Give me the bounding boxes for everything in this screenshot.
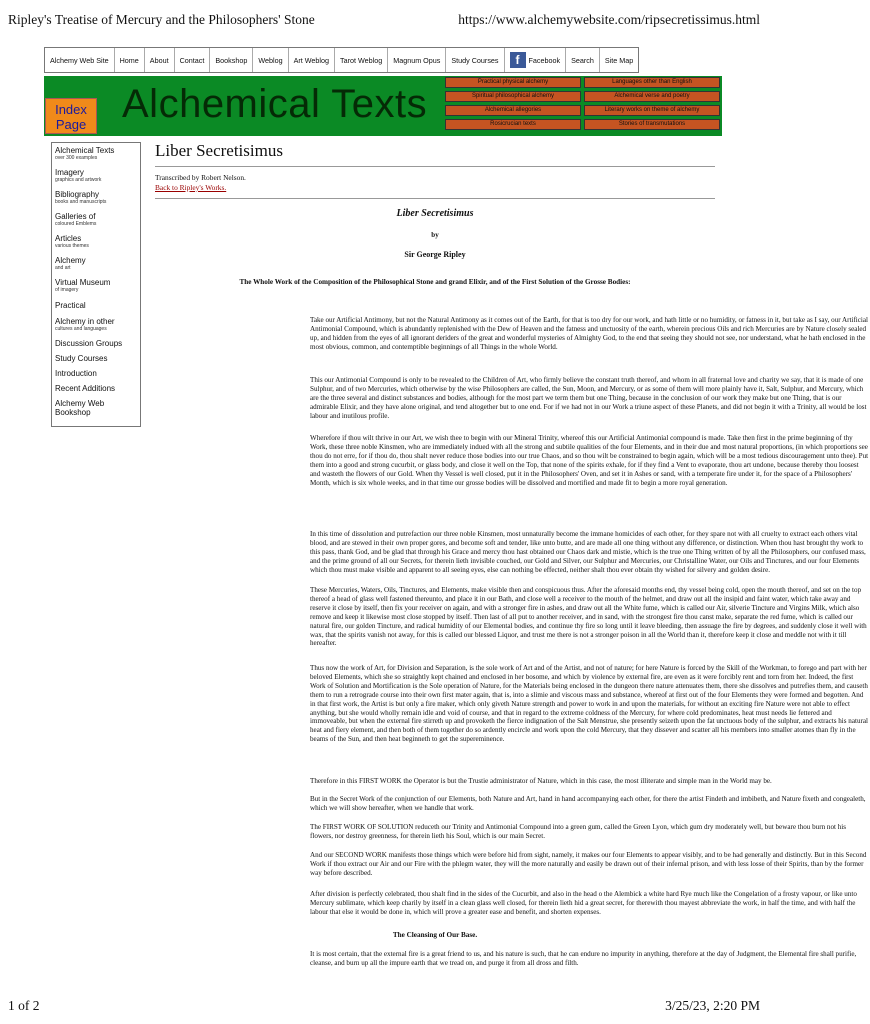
sidebar-item-imagery[interactable] bbox=[55, 168, 101, 183]
sidebar-item-sub: graphics and artwork bbox=[55, 177, 102, 183]
by-label: by bbox=[431, 231, 439, 239]
sidebar-item-sub: various themes bbox=[55, 243, 89, 249]
nav-site-map[interactable]: Site Map bbox=[604, 55, 634, 65]
sidebar-item-galleries[interactable] bbox=[55, 212, 96, 227]
sidebar-item-label: Discussion Groups bbox=[55, 339, 123, 348]
nav-about[interactable]: About bbox=[145, 48, 175, 72]
sidebar-item-sub: books and manuscripts bbox=[55, 199, 107, 205]
sidebar-item-bookshop[interactable] bbox=[55, 399, 115, 417]
sidebar-item-label: Alchemy Web Bookshop bbox=[55, 399, 105, 417]
sidebar-item-label: Galleries of bbox=[55, 212, 96, 221]
paragraph: And our SECOND WORK manifests those things which were before hid from sight, namely, it makes our four Elements to appear visibly, and to be had generally and distinctly. But in this Second Work if thou extract our Air and our Fire with the phlegm water, they will the more naturally and easily be drawn out of their infernal prison, and with less losse of their Spirits, than by the former way before described. bbox=[310, 851, 867, 877]
divider bbox=[155, 198, 715, 199]
banner-btn-verse[interactable]: Alchemical verse and poetry bbox=[584, 91, 720, 102]
top-nav bbox=[44, 47, 639, 73]
nav-study-courses[interactable]: Study Courses bbox=[446, 48, 504, 72]
nav-alchemy-web-site[interactable]: Alchemy Web Site bbox=[45, 48, 115, 72]
sidebar-item-alchemical-texts[interactable] bbox=[55, 146, 114, 161]
sidebar-item-introduction[interactable] bbox=[55, 369, 97, 378]
sidebar-item-sub: of imagery bbox=[55, 287, 79, 293]
banner-btn-languages[interactable]: Languages other than English bbox=[584, 77, 720, 88]
paragraph: In this time of dissolution and putrefaction our three noble Kinsmen, most unnaturally become the immane homicides of each other, for they spare not with all cruelty to extract each others vital blood, and are stewed in their own proper gores, and become soft and tender, like unto butte, and are made all one thing without any difference, or distinction. When thou hast brought thy work to this pass, thank God, and be glad that through his Grace and mercy thou hast obtained our Chaos dark and mistie, which is the true one Thing written of by all the Philosophers, our confused mass, and the prime ground of all our Secrets, for therein lieth invisible couched, our Gold and Silver, our Sulphur and Mercuries, our Christalline Water, our Oils and Tinctures, and our four Elements which thou must make visible and apparent to all seeing eyes, else can nothing be effected, neither shalt thou ever obtain thy wished for silvery and golden desire. bbox=[310, 530, 866, 574]
sidebar-item-study-courses[interactable] bbox=[55, 354, 107, 363]
sidebar-item-alchemy-other-cultures[interactable] bbox=[55, 317, 115, 332]
transcriber-credit: Transcribed by Robert Nelson. bbox=[155, 173, 246, 182]
sidebar-item-discussion-groups[interactable] bbox=[55, 339, 122, 348]
paragraph: The FIRST WORK OF SOLUTION reduceth our Trinity and Antimonial Compound into a green gum, called the Green Lyon, which gum dry moderately well, but beware thou burn not his flowers, nor destroy greenness, for therein lieth his Soul, which is our main Secret. bbox=[310, 823, 847, 840]
paragraph: Thus now the work of Art, for Division and Separation, is the sole work of Art and of the Artist, and not of nature; for here Nature is forced by the Skill of the Workman, to forego and part with her beloved Elements, which she so straightly kept chained and enclosed in her bosome, and which by violence by external fire, are even as it were forcibly rent and torn from her. Indeed, the first Work of Solution and Mortification is the Sole operation of Nature, for the Materials being enclosed in the dungeon there nature attenuates them, there she dissolves and putrefies them, and causeth them to run a retrograde course into their own first mater again, that is, into a slimie and viscous mass and substance, whereof at first out of the four Elements they were formed and begotten. And in that first work, the Artist is but only a fire maker, which only giveth Nature strength and power to work in and upon the materials, for without an exciting fire Nature were not able to effect anything, but she would wholly remain idle and void of course, and that in regard to the extreme coldness of the Mercury, for where cold predominates, heat must needs lie fettered and immoveable, but when the external fire stirreth up and provoketh the fierce indignation of the Salt Menstrue, she presently seizeth upon the fat unctuous body of the sulphur, and extracts his natural heat and fiery element, and then both of them together do so ardently encircle and work upon the cold Mercury, that they dissever and scatter all his members into smaller atomes than fly in the beams of the Sun, and then heat beginneth to get the supereminence. bbox=[310, 664, 868, 744]
nav-weblog[interactable]: Weblog bbox=[253, 48, 288, 72]
sidebar-item-sub: coloured Emblems bbox=[55, 221, 97, 227]
print-header-url: https://www.alchemywebsite.com/ripsecretissimus.html bbox=[458, 12, 760, 27]
sidebar-item-sub: and art bbox=[55, 265, 71, 271]
banner-btn-stories[interactable]: Stories of transmutations bbox=[584, 119, 720, 130]
nav-art-weblog[interactable]: Art Weblog bbox=[289, 48, 335, 72]
paragraph: This our Antimonial Compound is only to be revealed to the Children of Art, who firmly believe the constant truth thereof, and whom in all fraternal love and charity we say, that it is made of one Sulphur, and of two Mercuries, which otherwise by the wise Philosophers are called, the Sun, Moon, and Mercury, or as some of them will more plainly have it, Salt, Sulphur, and Mercury, which are the three several and distinct substances and bodies, although for the most part we term them but one Thing, because in the conclusion of our work they make but one Thing, that is our admirable Elixir, and they have alone original, and tend altogether but to one end. For if we had not in our Work a triune aspect of these Planets, and did not begin it with a Trinity, all would be lost labour and inutilous profile. bbox=[310, 376, 867, 420]
sidebar-item-bibliography[interactable] bbox=[55, 190, 106, 205]
index-page-button[interactable]: Index Page bbox=[45, 98, 97, 134]
sidebar-item-label: Alchemical Texts bbox=[55, 146, 115, 155]
sidebar-item-label: Introduction bbox=[55, 369, 97, 378]
paragraph: But in the Secret Work of the conjunction of our Elements, both Nature and Art, hand in hand accompanying each other, for there the artist Findeth and imbibeth, and Nature fixeth and congealeth, which we will show hereafter, when we handle that work. bbox=[310, 795, 866, 812]
work-subtitle: The Whole Work of the Composition of the Philosophical Stone and grand Elixir, and of the First Solution of the Grosse Bodies: bbox=[239, 278, 631, 286]
sidebar-item-articles[interactable] bbox=[55, 234, 89, 249]
sidebar-item-label: Practical bbox=[55, 301, 86, 310]
section-heading: The Cleansing of Our Base. bbox=[392, 931, 478, 939]
back-to-ripley-link[interactable]: Back to Ripley's Works. bbox=[155, 183, 227, 192]
print-footer-page: 1 of 2 bbox=[8, 998, 40, 1013]
sidebar-item-label: Study Courses bbox=[55, 354, 108, 363]
sidebar-item-label: Virtual Museum bbox=[55, 278, 111, 287]
banner-title: Alchemical Texts bbox=[122, 82, 428, 126]
sidebar-item-alchemy-art[interactable] bbox=[55, 256, 86, 271]
work-title: Liber Secretisimus bbox=[396, 208, 474, 219]
facebook-icon: f bbox=[510, 52, 526, 68]
paragraph: After division is perfectly celebrated, thou shalt find in the sides of the Cucurbit, and also in the head o the Alembick a white hard Rye much like the Congelation of a frosty vapour, or like unto Mercury sublimate, which keep charily by itself in a clean glass well closed, for therein lieth hid a great secret, for therewith thou mayest abbreviate the work, in half the time, and with half the labour that else it would be done in, which will prove a greater ease and benefit, and shorten expenses. bbox=[310, 890, 857, 916]
banner bbox=[44, 76, 722, 136]
banner-btn-allegories[interactable]: Alchemical allegories bbox=[445, 105, 581, 116]
nav-home[interactable]: Home bbox=[115, 48, 145, 72]
sidebar bbox=[51, 142, 141, 427]
sidebar-item-label: Alchemy bbox=[55, 256, 86, 265]
print-footer-datetime: 3/25/23, 2:20 PM bbox=[665, 998, 760, 1013]
sidebar-item-sub: over 300 examples bbox=[55, 155, 98, 161]
page-title: Liber Secretisimus bbox=[155, 141, 283, 160]
paragraph: Take our Artificial Antimony, but not the Natural Antimony as it comes out of the Earth, for that is too dry for our work, and hath little or no humidity, or fatness in it, but take as I say, our Artificial Antimonial Compound, which is abundantly replenished with the Dew of Heaven and the fatness and unctuosity of the earth, wherein precious Oils and rich Mercuries are by Nature closely sealed up, and hidden from the eyes of all ignorant deriders of the great and wonderful mysteries of Almighty God, to the end that seeing they should not see, nor understand, what he hath enclosed in the most obvious, common, and contemptible beginnings of all Things in the whole World. bbox=[310, 316, 869, 351]
paragraph: These Mercuries, Waters, Oils, Tinctures, and Elements, make visible then and conspicuous thus. After the aforesaid months end, thy vessel being cold, open the mouth thereof, and set on the top thereof a head of glass well fastened thereunto, and place it in our Bath, and close well a receiver to the mouth of the helmet, and draw out all the insipid and faint water, which take away and reserve it close by itself, then fix your receiver on again, and with a stronger fire in ashes, and draw out all the White fume, which is called our Air, silverie Tincture and Virgins Milk, which also remove and keep it likewise most close stopped by itself. Then last of all put to another receiver, and in sand, with the strongest fire thou canst make, separate the red fume, which is called our natural fire, our golden Tincture, and radical humidity of our Elemental bodies, and continue thy fire so long until it leave bleeding, then assuage the fire by degrees, and suddenly close it well with wax, that the spirits vanish not away, for this is called our blessed Liquor, and trust me there is not a stronger poison in all the World than it, therefore keep it close and meddle not with it till hereafter. bbox=[310, 586, 867, 648]
sidebar-item-practical[interactable] bbox=[55, 301, 86, 310]
sidebar-item-sub: cultures and languages bbox=[55, 326, 107, 332]
sidebar-item-label: Recent Additions bbox=[55, 384, 116, 393]
print-header-title: Ripley's Treatise of Mercury and the Philosophers' Stone bbox=[8, 12, 315, 27]
banner-btn-spiritual[interactable]: Spiritual philosophical alchemy bbox=[445, 91, 581, 102]
sidebar-item-recent-additions[interactable] bbox=[55, 384, 115, 393]
nav-search[interactable]: Search bbox=[566, 48, 600, 72]
banner-btn-literary[interactable]: Literary works on theme of alchemy bbox=[584, 105, 720, 116]
paragraph: Wherefore if thou wilt thrive in our Art, we wish thee to begin with our Mineral Trinity, whereof this our Artificial Antimonial compound is made. Take then first in the prime beginning of thy Work, these three noble Kinsmen, who are immediately indued with all the strong and subtile qualities of the four Elements, and in their due and most natural proportions, (in which proportions see thou do not erre, for if thou do, thou shalt never reduce those bodies into our true Chaos, and so thou wilt be constrained to begin again, which will be a most tedious discouragement unto thee). Put them into a good and strong cucurbit, or glass body, and close it well on the Top, that none of the spirits exhale, for if they find a Vent to evaporate, thou art undone, because thereby thou loosest and wasteth the flowers of our Gold. When thy Vessel is well closed, put it in the Philosophers' Oven, and set it in Ashes or sand, with a temperate fire under it, for the space of a Philosophers' Month, which is six whole weeks, and in that time our grosse bodies will be dissolved and mortified and made fit to begin a more royal generation. bbox=[310, 434, 869, 487]
sidebar-item-label: Imagery bbox=[55, 168, 84, 177]
nav-tarot-weblog[interactable]: Tarot Weblog bbox=[335, 48, 388, 72]
divider bbox=[155, 166, 715, 167]
author-name: Sir George Ripley bbox=[404, 250, 466, 259]
nav-contact[interactable]: Contact bbox=[175, 48, 211, 72]
banner-btn-rosicrucian[interactable]: Rosicrucian texts bbox=[445, 119, 581, 130]
sidebar-item-label: Alchemy in other bbox=[55, 317, 115, 326]
nav-facebook[interactable] bbox=[505, 48, 567, 72]
banner-btn-practical[interactable]: Practical physical alchemy bbox=[445, 77, 581, 88]
nav-magnum-opus[interactable]: Magnum Opus bbox=[388, 48, 446, 72]
paragraph: Therefore in this FIRST WORK the Operator is but the Trustie administrator of Nature, which in this case, the most illiterate and simple man in the World may be. bbox=[310, 777, 772, 785]
sidebar-item-virtual-museum[interactable] bbox=[55, 278, 110, 293]
sidebar-item-label: Articles bbox=[55, 234, 82, 243]
sidebar-item-label: Bibliography bbox=[55, 190, 100, 199]
paragraph: It is most certain, that the external fire is a great friend to us, and his nature is such, that he can endure no impurity in anything, therefore at the day of Judgment, the Elemental fire shall purifie, cleanse, and burn up all the impure earth that we tread on, and purge it from all dross and filth. bbox=[310, 950, 857, 967]
nav-bookshop[interactable]: Bookshop bbox=[210, 48, 253, 72]
nav-facebook-label: Facebook bbox=[528, 55, 561, 65]
